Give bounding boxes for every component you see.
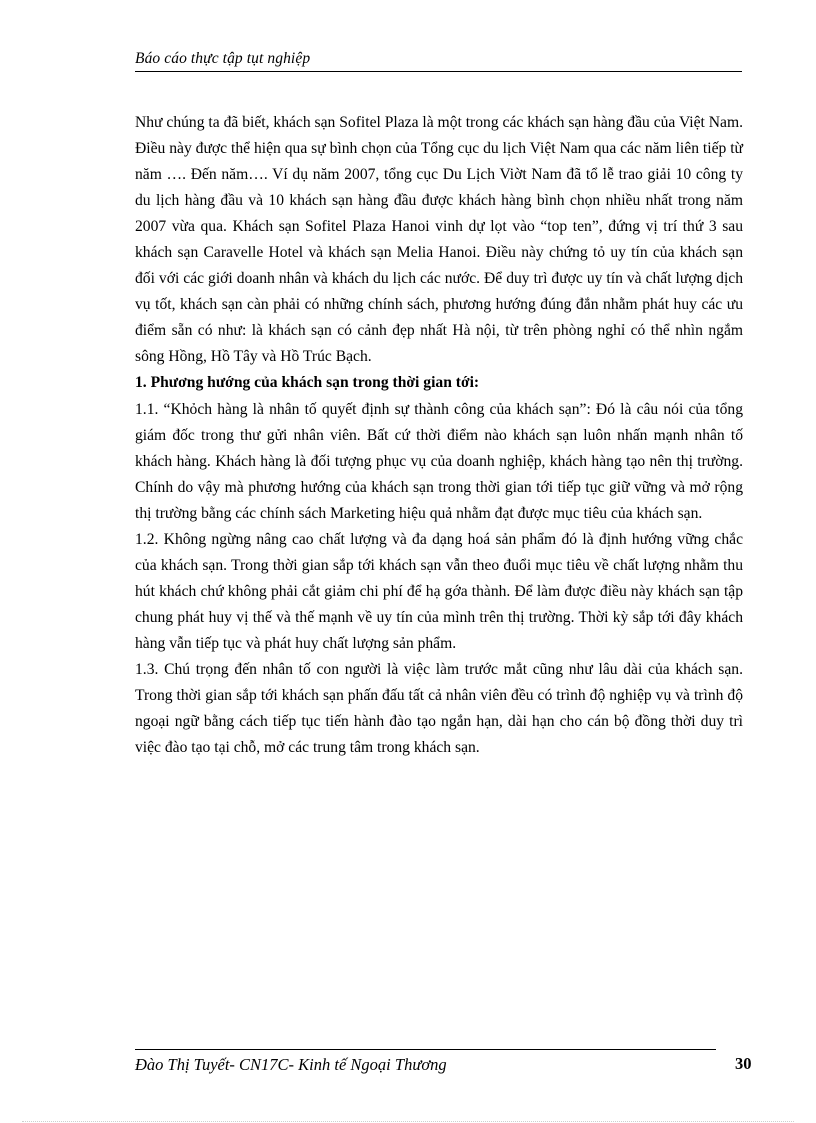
- page-number: 30: [735, 1054, 752, 1073]
- header-title: Báo cáo thực tập tụt nghiệp: [135, 50, 311, 67]
- footer-divider: [135, 1049, 716, 1050]
- section-heading: 1. Phương hướng của khách sạn trong thời gian tới:: [135, 374, 480, 392]
- intro-paragraph: Như chúng ta đã biết, khách sạn Sofitel Plaza là một trong các khách sạn hàng đầu của Việt Nam. Điều này được thể hiện qua sự bình chọn của Tổng cục du lịch Việt Nam qua các năm liên tiếp từ năm …. Đến năm…. Ví dụ năm 2007, tổng cục Du Lịch Viờt Nam đã tổ lễ trao giải 10 công ty du lịch hàng đầu và 10 khách sạn hàng đầu được khách hàng bình chọn nhiều nhất trong năm 2007 vừa qua. Khách sạn Sofitel Plaza Hanoi vinh dự lọt vào “top ten”, đứng vị trí thứ 3 sau khách sạn Caravelle Hotel và khách sạn Melia Hanoi. Điều này chứng tỏ uy tín của khách sạn đối với các giới doanh nhân và khách du lịch các nước. Để duy trì được uy tín và chất lượng dịch vụ tốt, khách sạn càn phải có những chính sách, phương hướng đúng đắn nhằm phát huy các ưu điểm sẵn có như: là khách sạn có cảnh đẹp nhất Hà nội, từ trên phòng nghỉ có thể nhìn ngắm sông Hồng, Hồ Tây và Hồ Trúc Bạch.: [135, 114, 743, 366]
- footer-author: Đào Thị Tuyết- CN17C- Kinh tế Ngoại Thương: [135, 1055, 447, 1074]
- page-header: [135, 49, 742, 72]
- item-1-2-paragraph: 1.2. Không ngừng nâng cao chất lượng và đa dạng hoá sản phẩm đó là định hướng vững chắc của khách sạn. Trong thời gian sắp tới khách sạn vẫn theo đuổi mục tiêu về chất lượng nhằm thu hút khách chứ không phải cắt giảm chi phí để hạ gớa thành. Để làm được điều này khách sạn tập chung phát huy vị thế và thế mạnh về uy tín của mình trên thị trường. Thời kỳ sắp tới đây khách hàng vẫn tiếp tục và phát huy chất lượng sản phẩm.: [135, 530, 743, 652]
- document-body: [135, 110, 743, 761]
- item-1-3-paragraph: 1.3. Chú trọng đến nhân tố con người là việc làm trước mắt cũng như lâu dài của khách sạn. Trong thời gian sắp tới khách sạn phấn đấu tất cả nhân viên đều có trình độ nghiệp vụ và trình độ ngoại ngữ bằng cách tiếp tục tiến hành đào tạo ngắn hạn, dài hạn cho cán bộ đồng thời duy trì việc đào tạo tại chỗ, mở các trung tâm trong khách sạn.: [135, 660, 743, 757]
- page-edge-divider: [22, 1121, 794, 1122]
- item-1-1-paragraph: 1.1. “Khỏch hàng là nhân tố quyết định sự thành công của khách sạn”: Đó là câu nói của tổng giám đốc trong thư gửi nhân viên. Bất cứ thời điểm nào khách sạn luôn nhấn mạnh nhân tố khách hàng. Khách hàng là đối tượng phục vụ của doanh nghiệp, khách hàng tạo nên thị trường. Chính do vậy mà phương hướng của khách sạn trong thời gian tới tiếp tục giữ vững và mở rộng thị trường bằng các chính sách Marketing hiệu quả nhằm đạt được mục tiêu của khách sạn.: [135, 400, 743, 522]
